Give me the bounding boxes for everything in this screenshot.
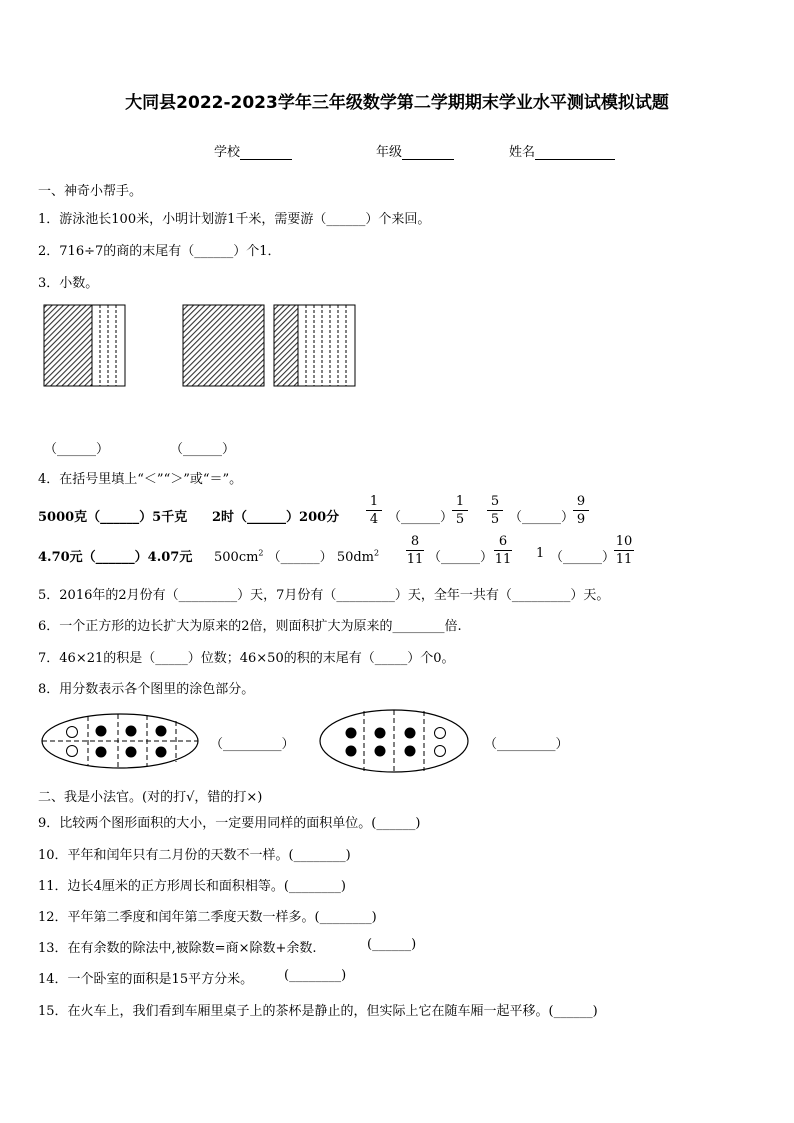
question-6: 6．一个正方形的边长扩大为原来的2倍，则面积扩大为原来的________倍.	[38, 619, 462, 634]
q4-fraction-1-4: 1 4	[366, 493, 382, 528]
question-11: 11．边长4厘米的正方形周长和面积相等。(________)	[38, 879, 346, 894]
question-9: 9．比较两个图形面积的大小，一定要用同样的面积单位。(______)	[38, 816, 421, 831]
question-5: 5．2016年的2月份有（_________）天，7月份有（_________）天，全年一共有（_________）天。	[38, 588, 610, 603]
fraction-oval-1	[42, 714, 198, 768]
question-2: 2．716÷7的商的末尾有（______）个1．	[38, 244, 281, 259]
decimal-figure-1	[44, 305, 125, 386]
q4-blank-7[interactable]: （______）	[428, 550, 494, 565]
q4-compare-1: 5000克（______）5千克	[38, 510, 188, 525]
q4-fraction-8-11: 8 11	[406, 534, 424, 567]
section-2-heading: 二、我是小法官。(对的打√，错的打×)	[38, 790, 263, 805]
page-title: 大同县2022-2023学年三年级数学第二学期期末学业水平测试模拟试题	[125, 93, 669, 113]
question-15: 15．在火车上，我们看到车厢里桌子上的茶杯是静止的，但实际上它在随车厢一起平移。(______)	[38, 1004, 598, 1019]
question-3: 3．小数。	[38, 276, 99, 291]
question-12: 12．平年第二季度和闰年第二季度天数一样多。(________)	[38, 910, 377, 925]
q4-fraction-9-9: 9 9	[573, 493, 589, 528]
name-label: 姓名	[509, 145, 536, 160]
question-4: 4．在括号里填上“＜”“＞”或“＝”。	[38, 472, 243, 487]
grade-label: 年级	[376, 145, 403, 160]
q4-blank-3[interactable]: （______）	[388, 510, 454, 525]
question-8: 8．用分数表示各个图里的涂色部分。	[38, 682, 255, 697]
q4-fraction-1-5: 1 5	[452, 493, 468, 528]
decimal-figure-2a	[183, 305, 264, 386]
q3-answer-blank-1[interactable]: （______）	[44, 442, 110, 457]
q4-blank-8[interactable]: （______）	[550, 550, 616, 565]
question-10: 10．平年和闰年只有二月份的天数不一样。(________)	[38, 848, 351, 863]
question-13: 13．在有余数的除法中,被除数=商×除数+余数.	[38, 941, 317, 956]
q4-fraction-10-11: 10 11	[615, 534, 633, 567]
q4-compare-5: 4.70元（______）4.07元	[38, 550, 193, 565]
q3-answer-blank-2[interactable]: （______）	[170, 442, 236, 457]
question-7: 7．46×21的积是（_____）位数；46×50的积的末尾有（_____）个0。	[38, 651, 455, 666]
school-blank[interactable]	[240, 145, 292, 160]
q8-answer-blank-1[interactable]: （_________）	[210, 737, 295, 752]
q4-compare-6: $500cm^2$ （______） $50dm^2$	[214, 548, 380, 565]
q13-answer-blank[interactable]: (______)	[367, 937, 417, 952]
q4-blank-4[interactable]: （______）	[509, 510, 575, 525]
question-1: 1．游泳池长100米，小明计划游1千米，需要游（______）个来回。	[38, 212, 431, 227]
decimal-figures	[0, 300, 794, 400]
question-14: 14．一个卧室的面积是15平方分米。	[38, 972, 254, 987]
decimal-figure-2b	[274, 305, 355, 386]
school-field[interactable]	[214, 141, 292, 160]
q4-compare-2: 2时（______）200分	[212, 510, 340, 525]
name-blank[interactable]	[535, 145, 615, 160]
q4-blank-6[interactable]: （______）	[267, 550, 333, 565]
school-label: 学校	[214, 145, 241, 160]
q4-whole-1: 1	[536, 546, 545, 561]
grade-field[interactable]	[376, 141, 454, 160]
q14-answer-blank[interactable]: (________)	[284, 968, 347, 983]
q4-fraction-6-11: 6 11	[494, 534, 512, 567]
q4-fraction-5-5: 5 5	[487, 493, 503, 528]
q8-answer-blank-2[interactable]: （_________）	[484, 737, 569, 752]
section-1-heading: 一、神奇小帮手。	[38, 184, 143, 199]
fraction-ovals	[0, 702, 794, 782]
grade-blank[interactable]	[402, 145, 454, 160]
fraction-oval-2	[320, 710, 468, 772]
name-field[interactable]	[509, 141, 615, 160]
